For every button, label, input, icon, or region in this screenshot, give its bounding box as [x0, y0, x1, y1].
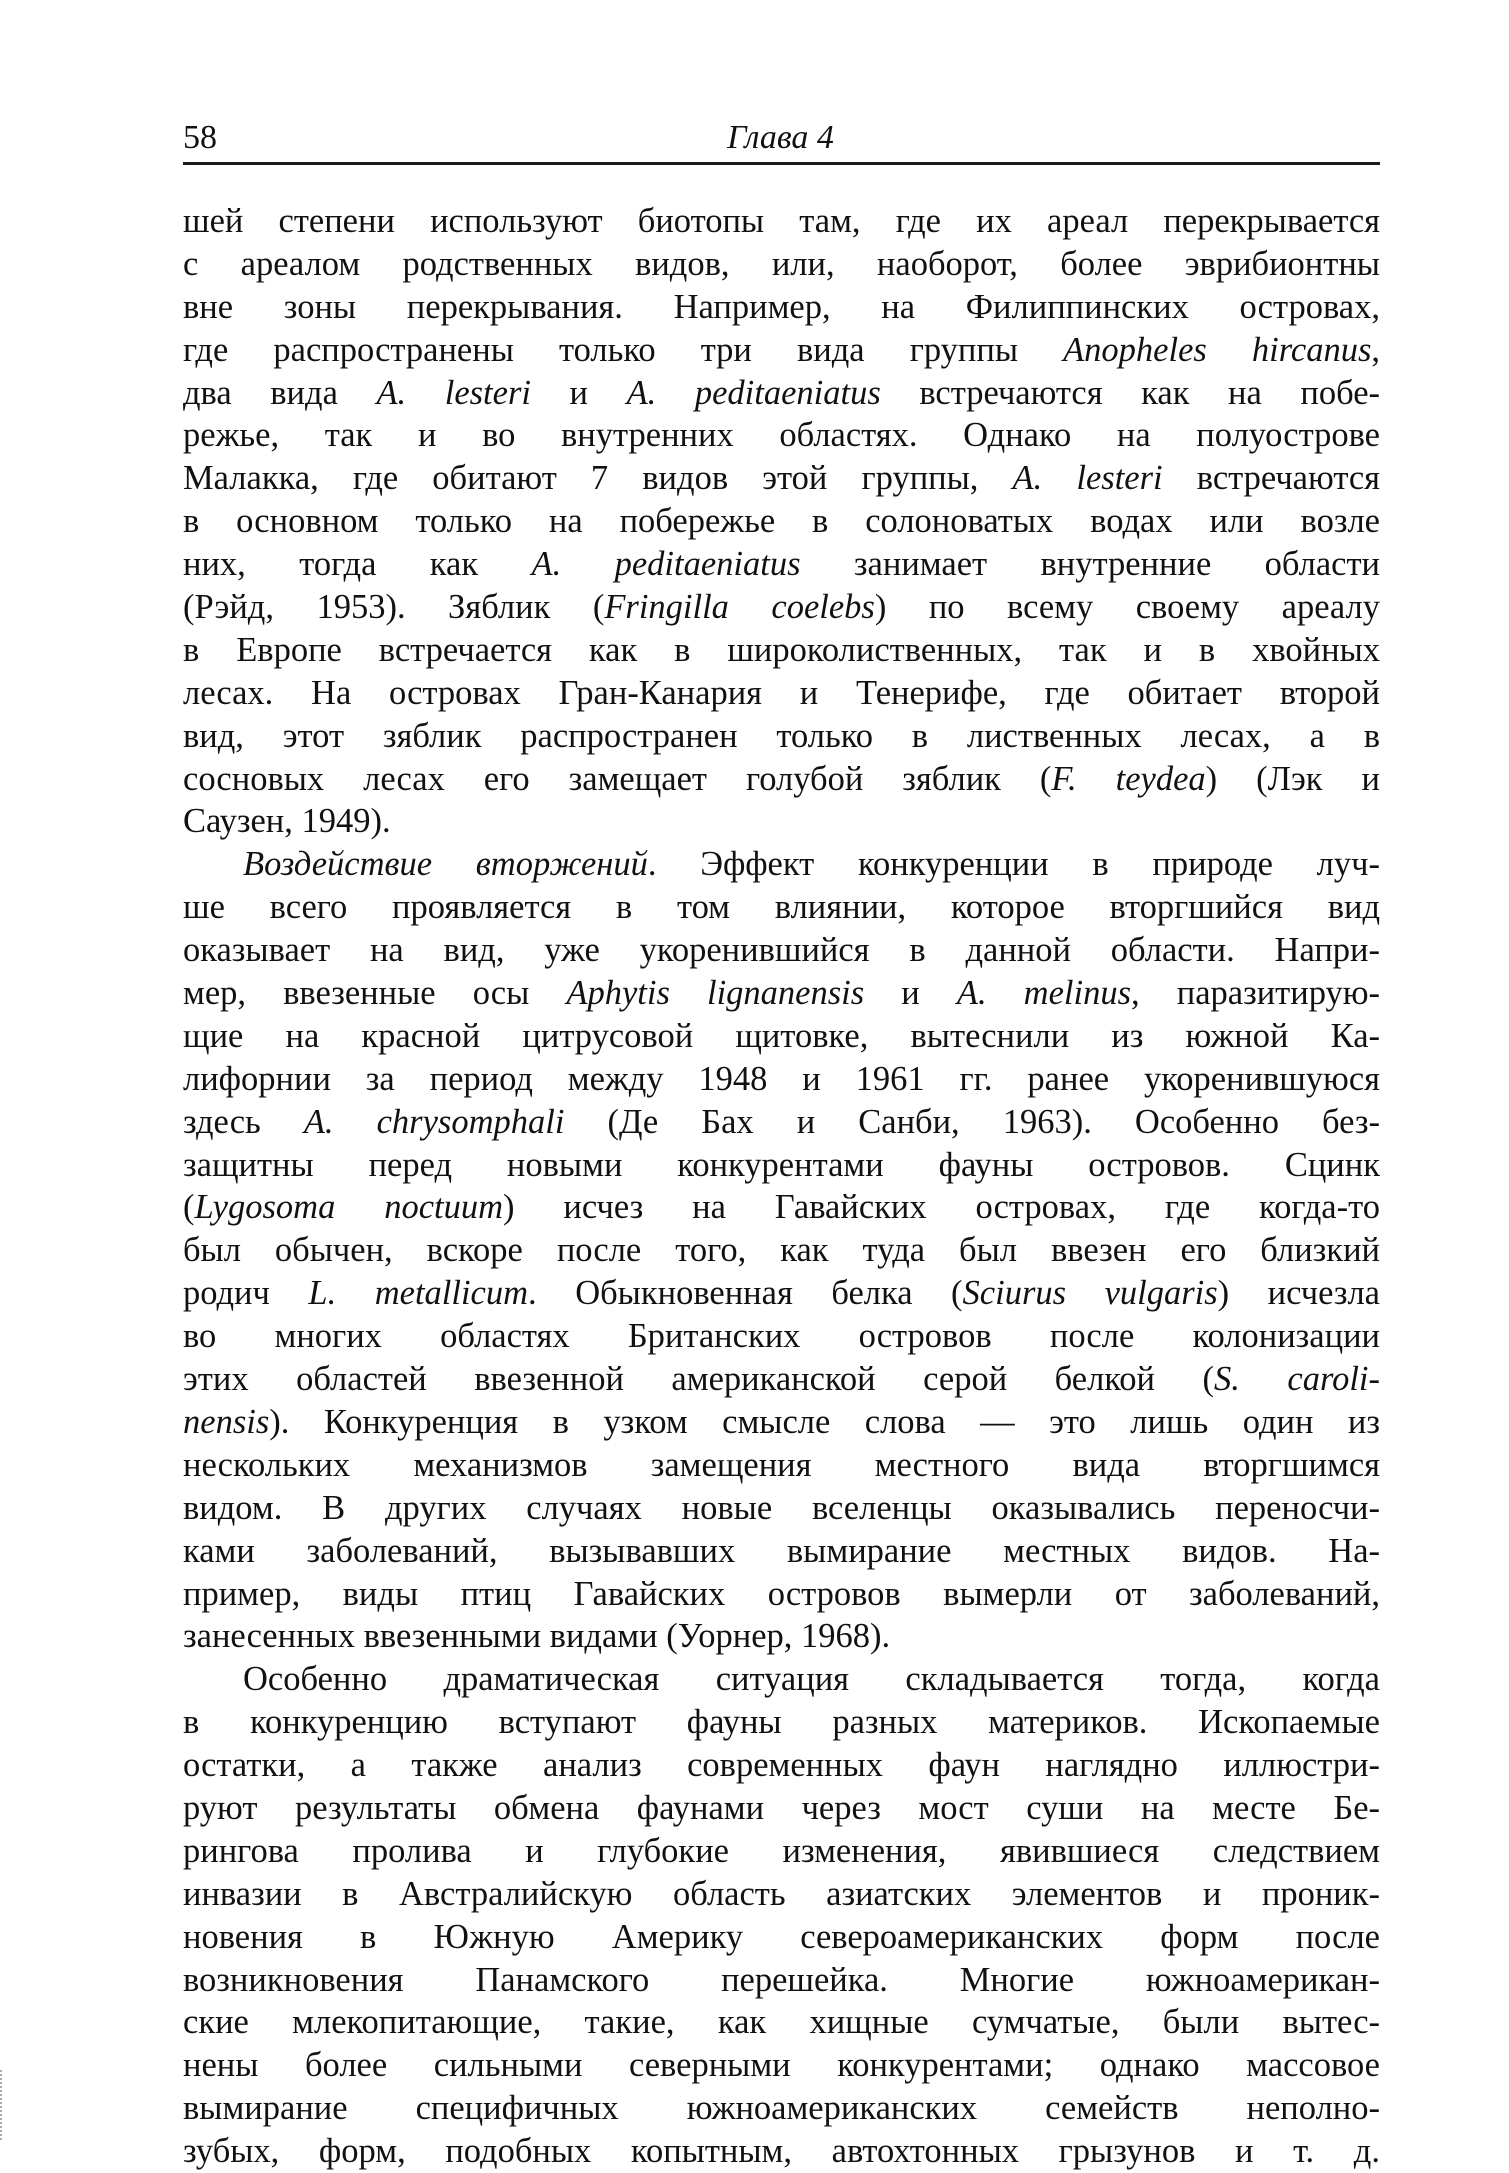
- italic-term: nensis: [183, 1402, 270, 1441]
- text-line: [183, 929, 1380, 972]
- text-segment: . Эффект конкуренции в природе луч-: [647, 845, 1380, 884]
- text-line: [183, 886, 1380, 929]
- text-segment: мер, ввезенные осы: [183, 974, 567, 1013]
- text-line: [183, 1315, 1380, 1358]
- text-line: [183, 1186, 1380, 1229]
- text-line: [183, 1787, 1380, 1830]
- text-line: [183, 2001, 1380, 2044]
- text-segment: режье, так и во внутренних областях. Однако на полуострове: [183, 416, 1380, 455]
- text-line: [183, 1615, 1380, 1658]
- text-segment: зубых, форм, подобных копытным, автохтонных грызунов и т. д.: [183, 2132, 1380, 2171]
- text-segment: оказывает на вид, уже укоренившийся в данной области. Напри-: [183, 931, 1380, 970]
- text-segment: в конкуренцию вступают фауны разных материков. Ископаемые: [183, 1703, 1380, 1742]
- text-line: [183, 1058, 1380, 1101]
- text-line: [183, 414, 1380, 457]
- text-line: [183, 1144, 1380, 1187]
- text-line: [183, 1358, 1380, 1401]
- text-segment: ) исчезла: [1217, 1274, 1380, 1313]
- text-segment: Саузен, 1949).: [183, 802, 391, 841]
- text-segment: рингова пролива и глубокие изменения, явившиеся следствием: [183, 1831, 1380, 1870]
- text-segment: них, тогда как: [183, 545, 532, 584]
- text-line: [183, 457, 1380, 500]
- text-line: [183, 672, 1380, 715]
- text-segment: возникновения Панамского перешейка. Многие южноамерикан-: [183, 1960, 1380, 1999]
- text-segment: ) (Лэк и: [1205, 759, 1380, 798]
- text-segment: лесах. На островах Гран-Канария и Тенерифе, где обитает второй: [183, 673, 1380, 712]
- text-segment: ,: [1371, 330, 1381, 369]
- text-segment: во многих областях Британских островов после колонизации: [183, 1317, 1380, 1356]
- text-line: [183, 1873, 1380, 1916]
- text-line: [183, 543, 1380, 586]
- text-segment: и: [530, 373, 627, 412]
- text-line: [183, 1830, 1380, 1873]
- header-rule: [183, 162, 1380, 165]
- text-line: [183, 715, 1380, 758]
- text-line: [183, 800, 1380, 843]
- text-segment: вне зоны перекрывания. Например, на Филиппинских островах,: [183, 287, 1380, 326]
- text-segment: видом. В других случаях новые вселенцы оказывались переносчи-: [183, 1488, 1380, 1527]
- text-segment: (Рэйд, 1953). Зяблик (: [183, 588, 605, 627]
- text-segment: в основном только на побережье в солоноватых водах или возле: [183, 502, 1380, 541]
- text-segment: руют результаты обмена фаунами через мост суши на месте Бе-: [183, 1788, 1380, 1827]
- text-line: [183, 286, 1380, 329]
- italic-term: Anopheles hircanus: [1063, 330, 1372, 369]
- text-line: [183, 586, 1380, 629]
- italic-term: Fringilla coelebs: [604, 588, 875, 627]
- text-segment: ками заболеваний, вызывавших вымирание местных видов. На-: [183, 1531, 1380, 1570]
- text-line: [183, 1015, 1380, 1058]
- italic-term: A. peditaeniatus: [531, 545, 801, 584]
- text-line: [183, 1658, 1380, 1701]
- text-line: [183, 329, 1380, 372]
- text-segment: был обычен, вскоре после того, как туда был ввезен его близкий: [183, 1231, 1380, 1270]
- scan-margin-artifact: [0, 2070, 8, 2140]
- text-line: [183, 843, 1380, 886]
- text-line: [183, 1744, 1380, 1787]
- text-segment: в Европе встречается как в широколиственных, так и в хвойных: [183, 630, 1380, 669]
- text-segment: ). Конкуренция в узком смысле слова — это лишь один из: [269, 1402, 1380, 1441]
- text-line: [183, 200, 1380, 243]
- text-segment: новения в Южную Америку североамериканских форм после: [183, 1917, 1380, 1956]
- text-segment: этих областей ввезенной американской серой белкой (: [183, 1360, 1214, 1399]
- text-line: [183, 1272, 1380, 1315]
- text-line: [183, 1487, 1380, 1530]
- italic-term: S. caroli-: [1214, 1360, 1380, 1399]
- text-line: [183, 1573, 1380, 1616]
- text-line: [183, 1916, 1380, 1959]
- text-segment: занимает внутренние области: [800, 545, 1380, 584]
- text-segment: занесенных ввезенными видами (Уорнер, 1968).: [183, 1617, 891, 1656]
- italic-term: A. chrysomphali: [303, 1102, 565, 1141]
- text-line: [183, 972, 1380, 1015]
- italic-term: Aphytis lignanensis: [566, 974, 865, 1013]
- text-line: [183, 1229, 1380, 1272]
- italic-term: Воздействие вторжений: [243, 845, 648, 884]
- text-segment: пример, виды птиц Гавайских островов вымерли от заболеваний,: [183, 1574, 1380, 1613]
- text-segment: ) по всему своему ареалу: [874, 588, 1381, 627]
- text-segment: (Де Бах и Санби, 1963). Особенно без-: [564, 1102, 1380, 1141]
- text-line: [183, 1444, 1380, 1487]
- text-line: [183, 500, 1380, 543]
- text-line: [183, 2044, 1380, 2087]
- text-segment: с ареалом родственных видов, или, наоборот, более эврибионтны: [183, 244, 1380, 283]
- text-segment: нескольких механизмов замещения местного вида вторгшимся: [183, 1445, 1380, 1484]
- italic-term: F. teydea: [1051, 759, 1206, 798]
- text-segment: . Обыкновенная белка (: [528, 1274, 963, 1313]
- italic-term: A. lesteri: [376, 373, 531, 412]
- text-line: [183, 2087, 1380, 2130]
- text-segment: родич: [183, 1274, 309, 1313]
- text-line: [183, 243, 1380, 286]
- text-line: [183, 758, 1380, 801]
- italic-term: A. peditaeniatus: [626, 373, 881, 412]
- text-segment: защитны перед новыми конкурентами фауны островов. Сцинк: [183, 1145, 1380, 1184]
- text-line: [183, 1101, 1380, 1144]
- text-line: [183, 1701, 1380, 1744]
- text-line: [183, 629, 1380, 672]
- text-segment: ские млекопитающие, такие, как хищные сумчатые, были вытес-: [183, 2003, 1380, 2042]
- running-head-chapter-title: Глава 4: [727, 119, 834, 156]
- text-segment: Особенно драматическая ситуация складывается тогда, когда: [243, 1660, 1380, 1699]
- text-line: [183, 1959, 1380, 2002]
- italic-term: Lygosoma noctuum: [194, 1188, 504, 1227]
- text-segment: где распространены только три вида группы: [183, 330, 1064, 369]
- text-segment: остатки, а также анализ современных фаун наглядно иллюстри-: [183, 1746, 1380, 1785]
- text-segment: , паразитирую-: [1131, 974, 1381, 1013]
- text-line: [183, 1530, 1380, 1573]
- text-segment: вымирание специфичных южноамериканских семейств неполно-: [183, 2089, 1380, 2128]
- page-number: 58: [183, 119, 217, 156]
- text-line: [183, 372, 1380, 415]
- text-segment: два вида: [183, 373, 377, 412]
- text-segment: встречаются: [1162, 459, 1380, 498]
- italic-term: Sciurus vulgaris: [962, 1274, 1218, 1313]
- text-segment: (: [183, 1188, 195, 1227]
- page-header: [183, 118, 1378, 168]
- text-segment: и: [864, 974, 957, 1013]
- text-segment: сосновых лесах его замещает голубой зяблик (: [183, 759, 1052, 798]
- text-line: [183, 1401, 1380, 1444]
- text-segment: лифорнии за период между 1948 и 1961 гг. ранее укоренившуюся: [183, 1059, 1380, 1098]
- text-segment: здесь: [183, 1102, 304, 1141]
- italic-term: L. metallicum: [308, 1274, 529, 1313]
- text-segment: щие на красной цитрусовой щитовке, вытеснили из южной Ка-: [183, 1016, 1380, 1055]
- text-segment: нены более сильными северными конкурентами; однако массовое: [183, 2046, 1380, 2085]
- text-line: [183, 2130, 1380, 2173]
- text-segment: Малакка, где обитают 7 видов этой группы,: [183, 459, 1013, 498]
- text-segment: шей степени используют биотопы там, где их ареал перекрывается: [183, 202, 1380, 240]
- text-segment: ) исчез на Гавайских островах, где когда-то: [503, 1188, 1380, 1227]
- text-segment: ше всего проявляется в том влиянии, которое вторгшийся вид: [183, 888, 1380, 927]
- italic-term: A. melinus: [956, 974, 1132, 1013]
- text-segment: вид, этот зяблик распространен только в лиственных лесах, а в: [183, 716, 1380, 755]
- body-text: [183, 200, 1380, 2173]
- text-segment: встречаются как на побе-: [880, 373, 1381, 412]
- italic-term: A. lesteri: [1012, 459, 1163, 498]
- text-segment: инвазии в Австралийскую область азиатских элементов и проник-: [183, 1874, 1380, 1913]
